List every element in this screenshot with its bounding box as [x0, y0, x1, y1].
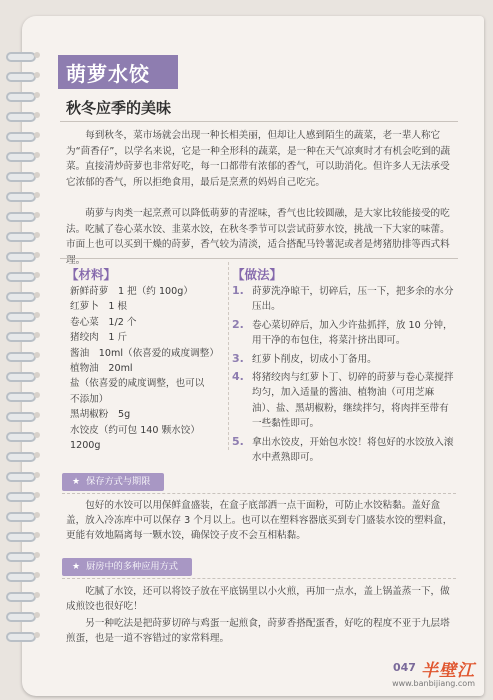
- binding-ring: [6, 412, 36, 422]
- ingredient-item: 黑胡椒粉 5g: [70, 409, 131, 421]
- binding-hole: [34, 72, 40, 78]
- binding-hole: [34, 232, 40, 238]
- binding-hole: [34, 172, 40, 178]
- binding-ring: [6, 632, 36, 642]
- logo-brand: 半壁江: [421, 661, 475, 681]
- ingredients-heading: 【材料】: [66, 267, 117, 282]
- ingredient-item: 植物油 20ml: [70, 363, 133, 375]
- step-text: 莳萝洗净晾干，切碎后，压一下，把多余的水分压出。: [252, 286, 454, 313]
- binding-hole: [34, 212, 40, 218]
- binding-hole: [34, 592, 40, 598]
- binding-hole: [34, 512, 40, 518]
- binding-ring: [6, 212, 36, 222]
- divider: [62, 578, 456, 579]
- binding-ring: [6, 272, 36, 282]
- binding-ring: [6, 532, 36, 542]
- ingredients-list: [70, 284, 230, 453]
- ingredient-item: 卷心菜 1/2 个: [70, 316, 137, 328]
- ingredient-item: 新鲜莳萝 1 把（约 100g）: [70, 286, 193, 297]
- method-step: [232, 318, 454, 349]
- binding-hole: [34, 492, 40, 498]
- step-number: 1.: [232, 284, 244, 297]
- binding-ring: [6, 612, 36, 622]
- kitchen-tag: [62, 558, 192, 576]
- binding-hole: [34, 452, 40, 458]
- ingredient-item: 1200g: [70, 440, 101, 452]
- ingredient-item: 不添加）: [70, 393, 109, 405]
- binding-ring: [6, 372, 36, 382]
- binding-hole: [34, 552, 40, 558]
- binding-ring: [6, 192, 36, 202]
- kitchen-tag-label: 厨房中的多种应用方式: [86, 561, 178, 572]
- binding-ring: [6, 392, 36, 402]
- binding-hole: [34, 272, 40, 278]
- divider: [60, 121, 458, 122]
- step-text: 红萝卜削皮，切成小丁备用。: [252, 353, 377, 365]
- ingredient-item: 盐（依喜爱的咸度调整，也可以: [70, 378, 205, 390]
- binding-hole: [34, 52, 40, 58]
- ingredient-item: 酱油 10ml（依喜爱的咸度调整）: [70, 347, 219, 359]
- spiral-binding: [0, 52, 40, 652]
- page-number: 047: [393, 661, 416, 674]
- binding-ring: [6, 52, 36, 62]
- storage-tag-label: 保存方式与期限: [86, 476, 151, 487]
- ingredient-item: 红萝卜 1 根: [70, 301, 128, 313]
- star-icon: ★: [72, 477, 81, 487]
- binding-hole: [34, 472, 40, 478]
- binding-hole: [34, 612, 40, 618]
- binding-hole: [34, 352, 40, 358]
- binding-ring: [6, 552, 36, 562]
- binding-hole: [34, 372, 40, 378]
- storage-text: 包好的水饺可以用保鲜盒盛装，在盒子底部洒一点干面粉，可防止水饺粘黏。盖好盒盖，放入冷冻库中可以保存 3 个月以上。也可以在塑料容器底买到专门盛装水饺的塑料盒，更能有效地隔离每一颗水饺，确保饺子皮不会互相粘黏。: [66, 500, 453, 541]
- intro-paragraph-2: 萌萝与肉类一起烹煮可以降低萌萝的青涩味，香气也比较圆融，是大家比较能接受的吃法。吃腻了卷心菜水饺、韭菜水饺，在秋冬季节可以尝试莳萝水饺，挑战一下大家的味蕾。市面上也可以买到干燥的莳萝，香气较为清淡，适合搭配马铃薯泥或者是烤猪肋排等西式料理。: [66, 208, 450, 266]
- method-heading: 【做法】: [232, 267, 283, 282]
- binding-ring: [6, 492, 36, 502]
- binding-hole: [34, 152, 40, 158]
- binding-hole: [34, 572, 40, 578]
- method-step: [232, 352, 454, 367]
- kitchen-paragraph-1: 吃腻了水饺，还可以将饺子放在平底锅里以小火煎，再加一点水，盖上锅盖蒸一下，做成煎饺也很好吃！: [66, 586, 450, 612]
- step-number: 2.: [232, 317, 244, 331]
- binding-ring: [6, 132, 36, 142]
- ingredient-item: 水饺皮（约可包 140 颗水饺）: [70, 424, 200, 436]
- kitchen-paragraph-2: 另一种吃法是把莳萝切碎与鸡蛋一起煎食，莳萝香搭配蛋香，好吃的程度不亚于九层塔煎蛋，也是一道不容错过的家常料理。: [66, 618, 450, 644]
- divider: [60, 258, 458, 259]
- page-title: 萌萝水饺: [66, 62, 150, 86]
- intro-paragraph-1: 每到秋冬，菜市场就会出现一种长相美丽，但却让人感到陌生的蔬菜，老一辈人称它为“茴香仔”，以学名来说，它是一种全形科的蔬菜，是一种在天气凉爽时才有机会吃到的蔬菜。直接清炒莳萝也非常好吃，每一口都带有浓郁的香气，可以助消化。但许多人无法承受它浓郁的香气，所以拒绝食用，最后是烹煮的妈妈自己吃完。: [66, 130, 451, 188]
- binding-hole: [34, 132, 40, 138]
- binding-hole: [34, 192, 40, 198]
- binding-hole: [34, 432, 40, 438]
- binding-hole: [34, 392, 40, 398]
- binding-ring: [6, 472, 36, 482]
- method-step: [232, 284, 454, 315]
- binding-ring: [6, 332, 36, 342]
- binding-hole: [34, 632, 40, 638]
- step-number: 5.: [232, 434, 244, 448]
- binding-ring: [6, 152, 36, 162]
- step-number: 4.: [232, 370, 244, 384]
- binding-ring: [6, 572, 36, 582]
- watermark-logo: [392, 656, 475, 688]
- logo-url: www.banbijiang.com: [392, 679, 475, 688]
- step-text: 拿出水饺皮，开始包水饺！将包好的水饺放入滚水中煮熟即可。: [252, 436, 454, 464]
- binding-hole: [34, 112, 40, 118]
- method-steps: [232, 284, 454, 468]
- binding-hole: [34, 252, 40, 258]
- binding-hole: [34, 292, 40, 298]
- ingredient-item: 猪绞肉 1 斤: [70, 332, 128, 344]
- step-text: 将猪绞肉与红萝卜丁、切碎的莳萝与卷心菜搅拌均匀，加入适量的酱油、植物油（可用芝麻油）、盐、黑胡椒粉，继续拌匀，将肉拌至带有一些黏性即可。: [252, 372, 454, 430]
- storage-tag: [62, 473, 164, 491]
- page-subtitle: 秋冬应季的美味: [66, 99, 172, 117]
- step-text: 卷心菜切碎后，加入少许盐抓拌，放 10 分钟，用干净的布包住，将菜汁挤出即可。: [252, 319, 453, 347]
- method-step: [232, 435, 454, 466]
- binding-ring: [6, 92, 36, 102]
- divider: [62, 493, 456, 494]
- binding-ring: [6, 72, 36, 82]
- binding-ring: [6, 432, 36, 442]
- binding-ring: [6, 252, 36, 262]
- binding-ring: [6, 592, 36, 602]
- binding-ring: [6, 172, 36, 182]
- binding-hole: [34, 332, 40, 338]
- binding-ring: [6, 112, 36, 122]
- binding-ring: [6, 352, 36, 362]
- binding-hole: [34, 312, 40, 318]
- method-step: [232, 370, 454, 432]
- star-icon: ★: [72, 562, 81, 572]
- binding-ring: [6, 232, 36, 242]
- step-number: 3.: [232, 351, 244, 365]
- binding-hole: [34, 92, 40, 98]
- binding-ring: [6, 452, 36, 462]
- binding-ring: [6, 312, 36, 322]
- binding-hole: [34, 532, 40, 538]
- binding-hole: [34, 412, 40, 418]
- binding-ring: [6, 512, 36, 522]
- binding-ring: [6, 292, 36, 302]
